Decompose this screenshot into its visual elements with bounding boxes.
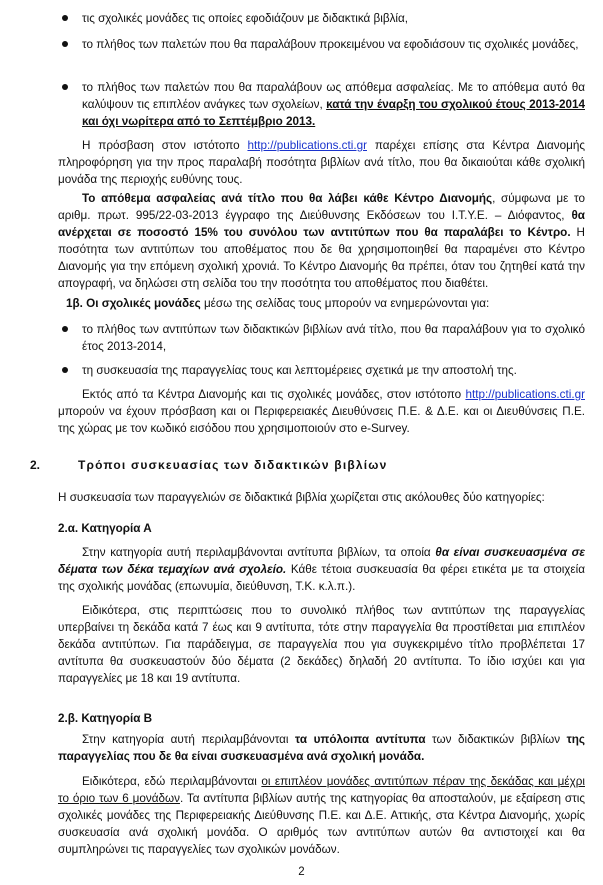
list-item-text: το πλήθος των αντιτύπων των διδακτικών βιβλίων ανά τίτλο, που θα παραλάβουν για το σχολικό έτος 2013-2014,	[82, 323, 585, 353]
category-b-paragraph-2	[58, 773, 585, 858]
emphasis-text: τα υπόλοιπα αντίτυπα	[295, 733, 426, 746]
emphasis-text: της παραγγελίας που δε θα είναι συσκευασμένα ανά σχολική μονάδα.	[58, 733, 585, 763]
page-number: 2	[298, 866, 305, 878]
paragraph-text: Η ποσότητα των αντιτύπων του αποθέματος που δε θα χρησιμοποιηθεί θα παραμένει στο Κέντρο Διανομής για την επόμενη σχολική χρονιά. Το Κέντρο Διανομής θα πρέπει, όταν του ζητηθεί κατά την απογραφή, να δηλώσει στη σελίδα του την ποσότητα του αποθέματος που διαθέτει.	[58, 226, 585, 290]
paragraph-text: Στην κατηγορία αυτή περιλαμβάνονται αντίτυπα βιβλίων, τα οποία	[82, 546, 436, 559]
paragraph-text: , σύμφωνα με το αριθμ. πρωτ. 995/22-03-2013 έγγραφο της Διεύθυνσης Εκδόσεων του Ι.Τ.Υ.Ε. – Διόφαντος,	[58, 192, 585, 222]
paragraph-text: . Τα αντίτυπα βιβλίων αυτής της κατηγορίας θα αποσταλούν, με εξαίρεση στις σχολικές μονάδες της Περιφερειακής Διεύθυνσης Π.Ε. και Δ.Ε. Αττικής, στα Κέντρα Διανομής, χωρίς συσκευασία ανά σχολική μονάδα. Ο αριθμός των αντιτύπων αυτών θα αντιστοιχεί και θα συμπληρώνει τις παραγγελίες των σχολικών μονάδων.	[58, 792, 585, 856]
paragraph-text: μπορούν να έχουν πρόσβαση και οι Περιφερειακές Διευθύνσεις Π.Ε. & Δ.Ε. και οι Διευθύνσεις Π.Ε. της χώρας με τον κωδικό εισόδου που χρησιμοποιούν στο e-Survey.	[58, 405, 585, 435]
paragraph-text: Στην κατηγορία αυτή περιλαμβάνονται	[82, 733, 296, 746]
underlined-text: οι επιπλέον μονάδες αντιτύπων πέραν της δεκάδας και μέχρι το όριο των 6 μονάδων	[58, 775, 585, 805]
bullet-marker	[62, 10, 70, 18]
list-item-text: τη συσκευασία της παραγγελίας τους και λεπτομέρειες σχετικά με την αποστολή της.	[82, 364, 517, 377]
list-item	[82, 79, 585, 130]
paragraph-text: μέσω της σελίδας τους μπορούν να ενημερώνονται για:	[200, 297, 490, 310]
bullet-marker	[62, 79, 70, 87]
subsection-heading-b: 2.β. Κατηγορία Β	[58, 712, 153, 725]
emphasis-text: θα ανέρχεται σε ποσοστό 15% του συνόλου των αντιτύπων που θα παραλάβει το Κέντρο.	[58, 209, 585, 239]
bullet-marker	[62, 362, 70, 370]
section-1b-intro	[66, 295, 593, 312]
category-a-paragraph	[58, 544, 585, 595]
paragraph-text: Η πρόσβαση στον ιστότοπο	[82, 139, 248, 152]
paragraph-text: Κάθε τέτοια συσκευασία θα φέρει ετικέτα με τα στοιχεία της σχολικής μονάδας (επωνυμία, διεύθυνση, Τ.Κ. κ.λ.π.).	[58, 563, 585, 593]
paragraph-text: Ειδικότερα, εδώ περιλαμβάνονται	[82, 775, 262, 788]
section-intro	[58, 489, 585, 506]
emphasis-text: θα είναι συσκευασμένα σε δέματα των δέκα τεμαχίων ανά σχολείο.	[58, 546, 585, 576]
list-item	[82, 10, 585, 27]
section-number: 2.	[30, 458, 41, 472]
access-paragraph-2	[58, 386, 585, 437]
access-paragraph	[58, 137, 585, 188]
list-item	[82, 321, 585, 355]
list-item-text: το πλήθος των παλετών που θα παραλάβουν ως απόθεμα ασφαλείας. Με το απόθεμα αυτό θα καλύψουν τις επιπλέον ανάγκες των σχολείων,	[82, 81, 585, 111]
section-label: 1β. Οι σχολικές μονάδες	[66, 297, 201, 310]
paragraph-text: Η συσκευασία των παραγγελιών σε διδακτικά βιβλία χωρίζεται στις ακόλουθες δύο κατηγορίες:	[58, 491, 545, 504]
publications-link[interactable]: http://publications.cti.gr	[465, 388, 585, 401]
paragraph-text: Εκτός από τα Κέντρα Διανομής και τις σχολικές μονάδες, στον ιστότοπο	[82, 388, 466, 401]
emphasis-text: Το απόθεμα ασφαλείας ανά τίτλο που θα λάβει κάθε Κέντρο Διανομής	[82, 192, 493, 205]
list-item-text: το πλήθος των παλετών που θα παραλάβουν προκειμένου να εφοδιάσουν τις σχολικές μονάδες,	[82, 38, 579, 51]
paragraph-text: των διδακτικών βιβλίων	[425, 733, 567, 746]
stock-paragraph	[58, 190, 585, 292]
publications-link[interactable]: http://publications.cti.gr	[247, 139, 367, 152]
list-item-text: τις σχολικές μονάδες τις οποίες εφοδιάζουν με διδακτικά βιβλία,	[82, 12, 409, 25]
emphasis-text: κατά την έναρξη του σχολικού έτους 2013-2014 και όχι νωρίτερα από το Σεπτέμβριο 2013.	[82, 98, 585, 128]
paragraph-text: παρέχει επίσης στα Κέντρα Διανομής πληροφόρηση για την προς παραλαβή ποσότητα βιβλίων ανά τίτλο, που θα δικαιούται κάθε σχολική μονάδα της περιοχής ευθύνης τους.	[58, 139, 585, 186]
category-b-paragraph	[58, 731, 585, 765]
section-heading	[30, 458, 388, 472]
category-a-paragraph-2	[58, 602, 585, 687]
paragraph-text: Ειδικότερα, στις περιπτώσεις που το συνολικό πλήθος των αντιτύπων της παραγγελίας υπερβαίνει τη δεκάδα κατά 7 έως και 9 αντίτυπα, τότε στην παραγγελία θα προστίθεται μια επιπλέον δεκάδα αντιτύπων. Για παράδειγμα, σε παραγγελία που για συγκεκριμένο τίτλο προβλέπεται 17 αντίτυπα θα συσκευαστούν δύο δέματα (2 δεκάδες) δηλαδή 20 αντίτυπα. Το ίδιο ισχύει και για παραγγελίες με 18 και 19 αντίτυπα.	[58, 604, 585, 685]
bullet-marker	[62, 36, 70, 44]
list-item	[82, 362, 585, 379]
bullet-marker	[62, 321, 70, 329]
section-title: Τρόποι συσκευασίας των διδακτικών βιβλίων	[78, 458, 388, 472]
subsection-heading-a: 2.α. Κατηγορία Α	[58, 522, 152, 535]
list-item	[82, 36, 585, 53]
